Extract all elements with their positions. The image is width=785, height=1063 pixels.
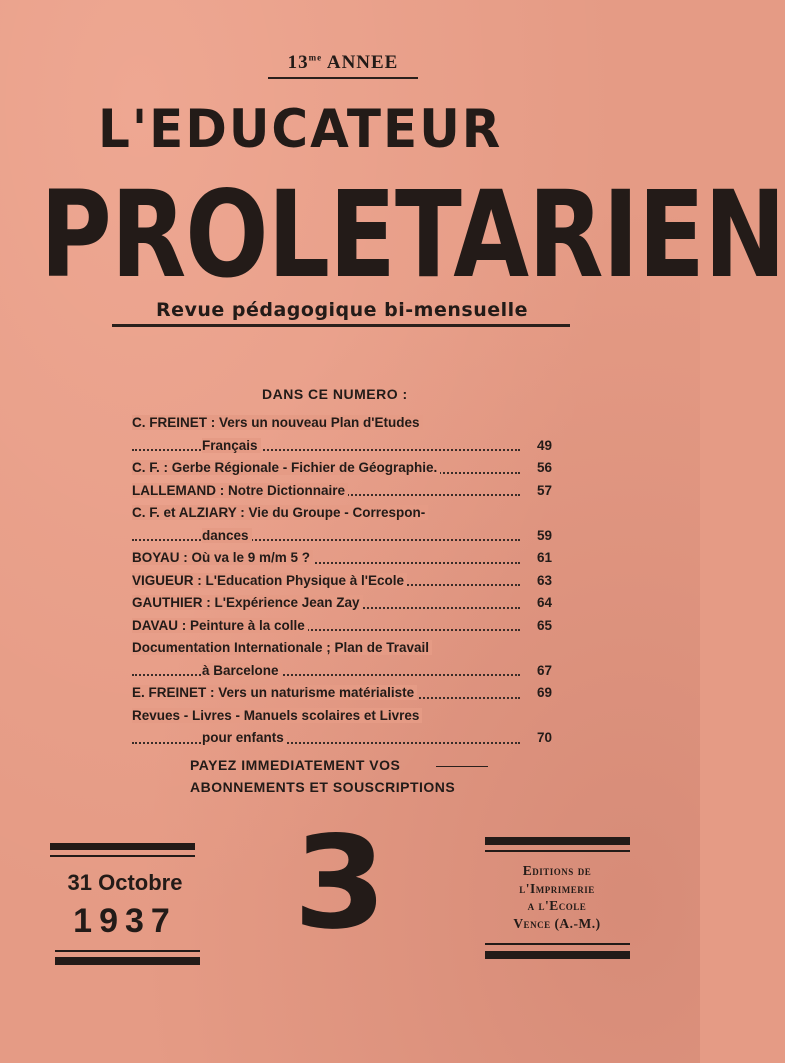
contents-heading: DANS CE NUMERO : (262, 386, 408, 402)
year-word: ANNEE (326, 52, 399, 73)
toc-page-number: 56 (536, 460, 552, 475)
date-bottom-thin-rule (55, 950, 200, 952)
toc-entry-text: GAUTHIER : L'Expérience Jean Zay (132, 595, 363, 610)
toc-entry-text: Documentation Internationale ; Plan de Travail (132, 640, 432, 655)
year-edition (268, 52, 418, 74)
toc-entry-text: Français (202, 438, 261, 453)
year-superscript: me (308, 52, 323, 63)
toc-entry-text: pour enfants (202, 730, 287, 745)
toc-page-number: 59 (536, 527, 552, 543)
toc-page-number: 64 (536, 595, 552, 610)
year-number: 13 (287, 52, 309, 73)
toc-row (132, 435, 552, 458)
toc-row (132, 525, 552, 548)
masthead-line1: L'EDUCATEUR (98, 98, 503, 160)
toc-row (132, 682, 552, 705)
toc-page-number: 67 (536, 662, 552, 678)
publisher-block (482, 862, 632, 932)
notice-line-2: ABONNEMENTS ET SOUSCRIPTIONS (190, 779, 456, 795)
toc-entry-text: à Barcelone (202, 663, 282, 678)
toc-dot-leader (132, 742, 520, 744)
toc-row (132, 412, 552, 435)
toc-entry-text: BOYAU : Où va le 9 m/m 5 ? (132, 550, 313, 565)
date-top-rule (50, 843, 195, 850)
subscription-notice (190, 754, 520, 798)
toc-row (132, 592, 552, 615)
date-top-thin-rule (50, 855, 195, 857)
subtitle-underline (112, 324, 570, 327)
toc-entry-text: Revues - Livres - Manuels scolaires et Livres (132, 708, 422, 723)
publisher-top-thin-rule (485, 850, 630, 852)
toc-dot-leader (132, 674, 520, 676)
publisher-bottom-thin-rule (485, 943, 630, 945)
toc-row (132, 727, 552, 750)
publisher-line-3: a l'Ecole (527, 898, 587, 913)
publisher-bottom-rule (485, 951, 630, 959)
toc-row (132, 570, 552, 593)
toc-row (132, 660, 552, 683)
year-underline (268, 77, 418, 79)
toc-row (132, 705, 552, 728)
toc-page-number: 65 (536, 617, 552, 633)
toc-row (132, 637, 552, 660)
toc-entry-text: E. FREINET : Vers un naturisme matérialiste (132, 685, 417, 700)
toc-entry-text: LALLEMAND : Notre Dictionnaire (132, 483, 348, 498)
toc-page-number: 70 (536, 730, 552, 745)
toc-page-number: 69 (536, 685, 552, 700)
table-of-contents (132, 412, 552, 750)
toc-row (132, 502, 552, 525)
publisher-top-rule (485, 837, 630, 845)
toc-page-number: 63 (536, 572, 552, 588)
toc-page-number: 49 (536, 437, 552, 453)
toc-dot-leader (132, 539, 520, 541)
toc-dot-leader (132, 449, 520, 451)
toc-entry-text: DAVAU : Peinture à la colle (132, 618, 308, 633)
publisher-line-1: Editions de (522, 863, 592, 878)
issue-date: 31 Octobre (67, 870, 183, 895)
masthead-line2: PROLETARIEN (40, 166, 785, 306)
toc-entry-text: C. FREINET : Vers un nouveau Plan d'Etudes (132, 415, 423, 430)
date-bottom-rule (55, 957, 200, 965)
toc-row (132, 615, 552, 638)
toc-entry-text: dances (202, 528, 252, 543)
toc-row (132, 480, 552, 503)
issue-year: 1937 (73, 902, 177, 940)
notice-line-1: PAYEZ IMMEDIATEMENT VOS (190, 757, 401, 773)
toc-row (132, 547, 552, 570)
subtitle: Revue pédagogique bi-mensuelle (155, 299, 529, 321)
publisher-line-4: Vence (A.-M.) (513, 915, 601, 931)
toc-page-number: 57 (536, 482, 552, 498)
publisher-line-2: l'Imprimerie (519, 880, 595, 896)
toc-row (132, 457, 552, 480)
toc-entry-text: C. F. et ALZIARY : Vie du Groupe - Correspon- (132, 505, 428, 520)
toc-entry-text: C. F. : Gerbe Régionale - Fichier de Géographie. (132, 460, 440, 475)
issue-number: 3 (293, 809, 387, 958)
toc-entry-text: VIGUEUR : L'Education Physique à l'Ecole (132, 573, 407, 588)
notice-rule (436, 766, 488, 767)
toc-page-number: 61 (536, 550, 552, 565)
